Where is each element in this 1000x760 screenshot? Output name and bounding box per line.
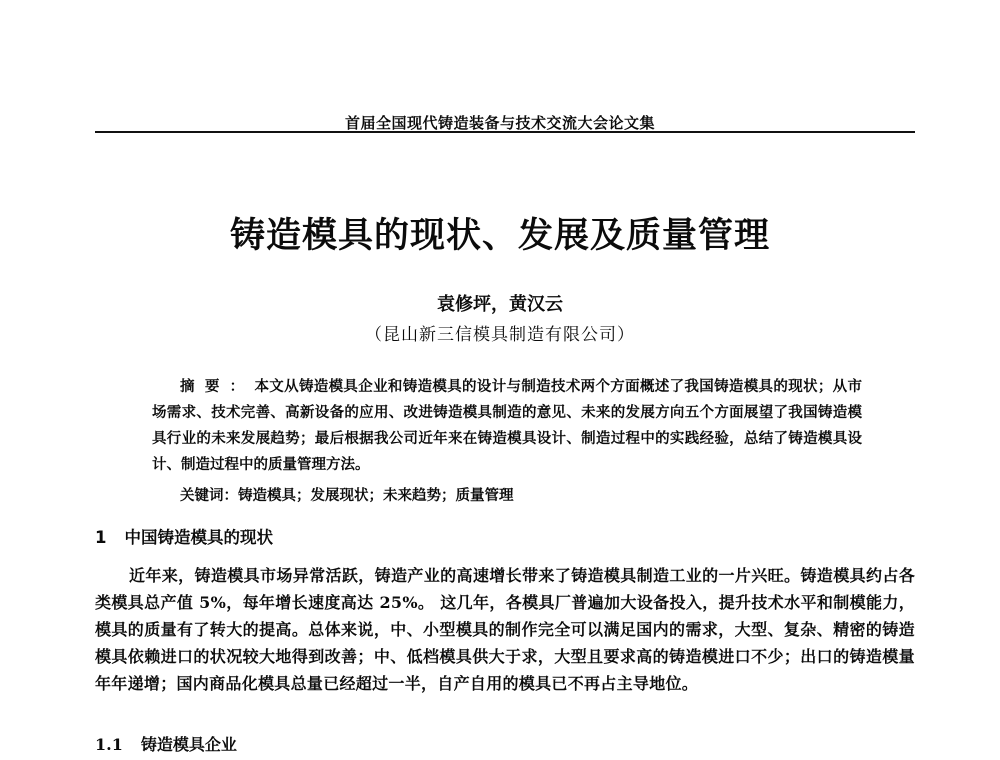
abstract — [152, 374, 862, 478]
subsection-number: 1.1 — [95, 735, 123, 754]
abstract-label: 摘要： — [180, 378, 255, 395]
keywords-label: 关键词： — [180, 487, 238, 504]
paper-title: 铸造模具的现状、发展及质量管理 — [229, 216, 770, 256]
subsection-title: 铸造模具企业 — [140, 735, 237, 754]
body-paragraph: 近年来，铸造模具市场异常活跃，铸造产业的高速增长带来了铸造模具制造工业的一片兴旺。铸造模具约占各类模具总产值 5%，每年增长速度高达 25%。 这几年，各模具厂普遍加大设备投入，提升技术水平和制模能力，模具的质量有了转大的提高。总体来说，中、小型模具的制作完全可以满足国内的需求，大型、复杂、精密的铸造模具依赖进口的状况较大地得到改善；中、低档模具供大于求，大型且要求高的铸造模进口不少；出口的铸造模量年年递增；国内商品化模具总量已经超过一半，自产自用的模具已不再占主导地位。 — [95, 566, 915, 693]
section-title: 中国铸造模具的现状 — [124, 528, 273, 547]
section-number: 1 — [95, 528, 107, 547]
running-header: 首届全国现代铸造装备与技术交流大会论文集 — [344, 114, 655, 132]
subsection-heading — [95, 732, 237, 755]
abstract-text: 本文从铸造模具企业和铸造模具的设计与制造技术两个方面概述了我国铸造模具的现状；从市场需求、技术完善、高新设备的应用、改进铸造模具制造的意见、未来的发展方向五个方面展望了我国铸造模具行业的未来发展趋势；最后根据我公司近年来在铸造模具设计、制造过程中的实践经验，总结了铸造模具设计、制造过程中的质量管理方法。 — [152, 378, 863, 473]
section-heading — [95, 524, 273, 548]
keywords — [180, 484, 870, 508]
affiliation: （昆山新三信模具制造有限公司） — [365, 325, 635, 345]
authors: 袁修坪，黄汉云 — [437, 294, 563, 315]
keywords-text: 铸造模具；发展现状；未来趋势；质量管理 — [238, 487, 514, 504]
header-rule — [95, 131, 915, 133]
